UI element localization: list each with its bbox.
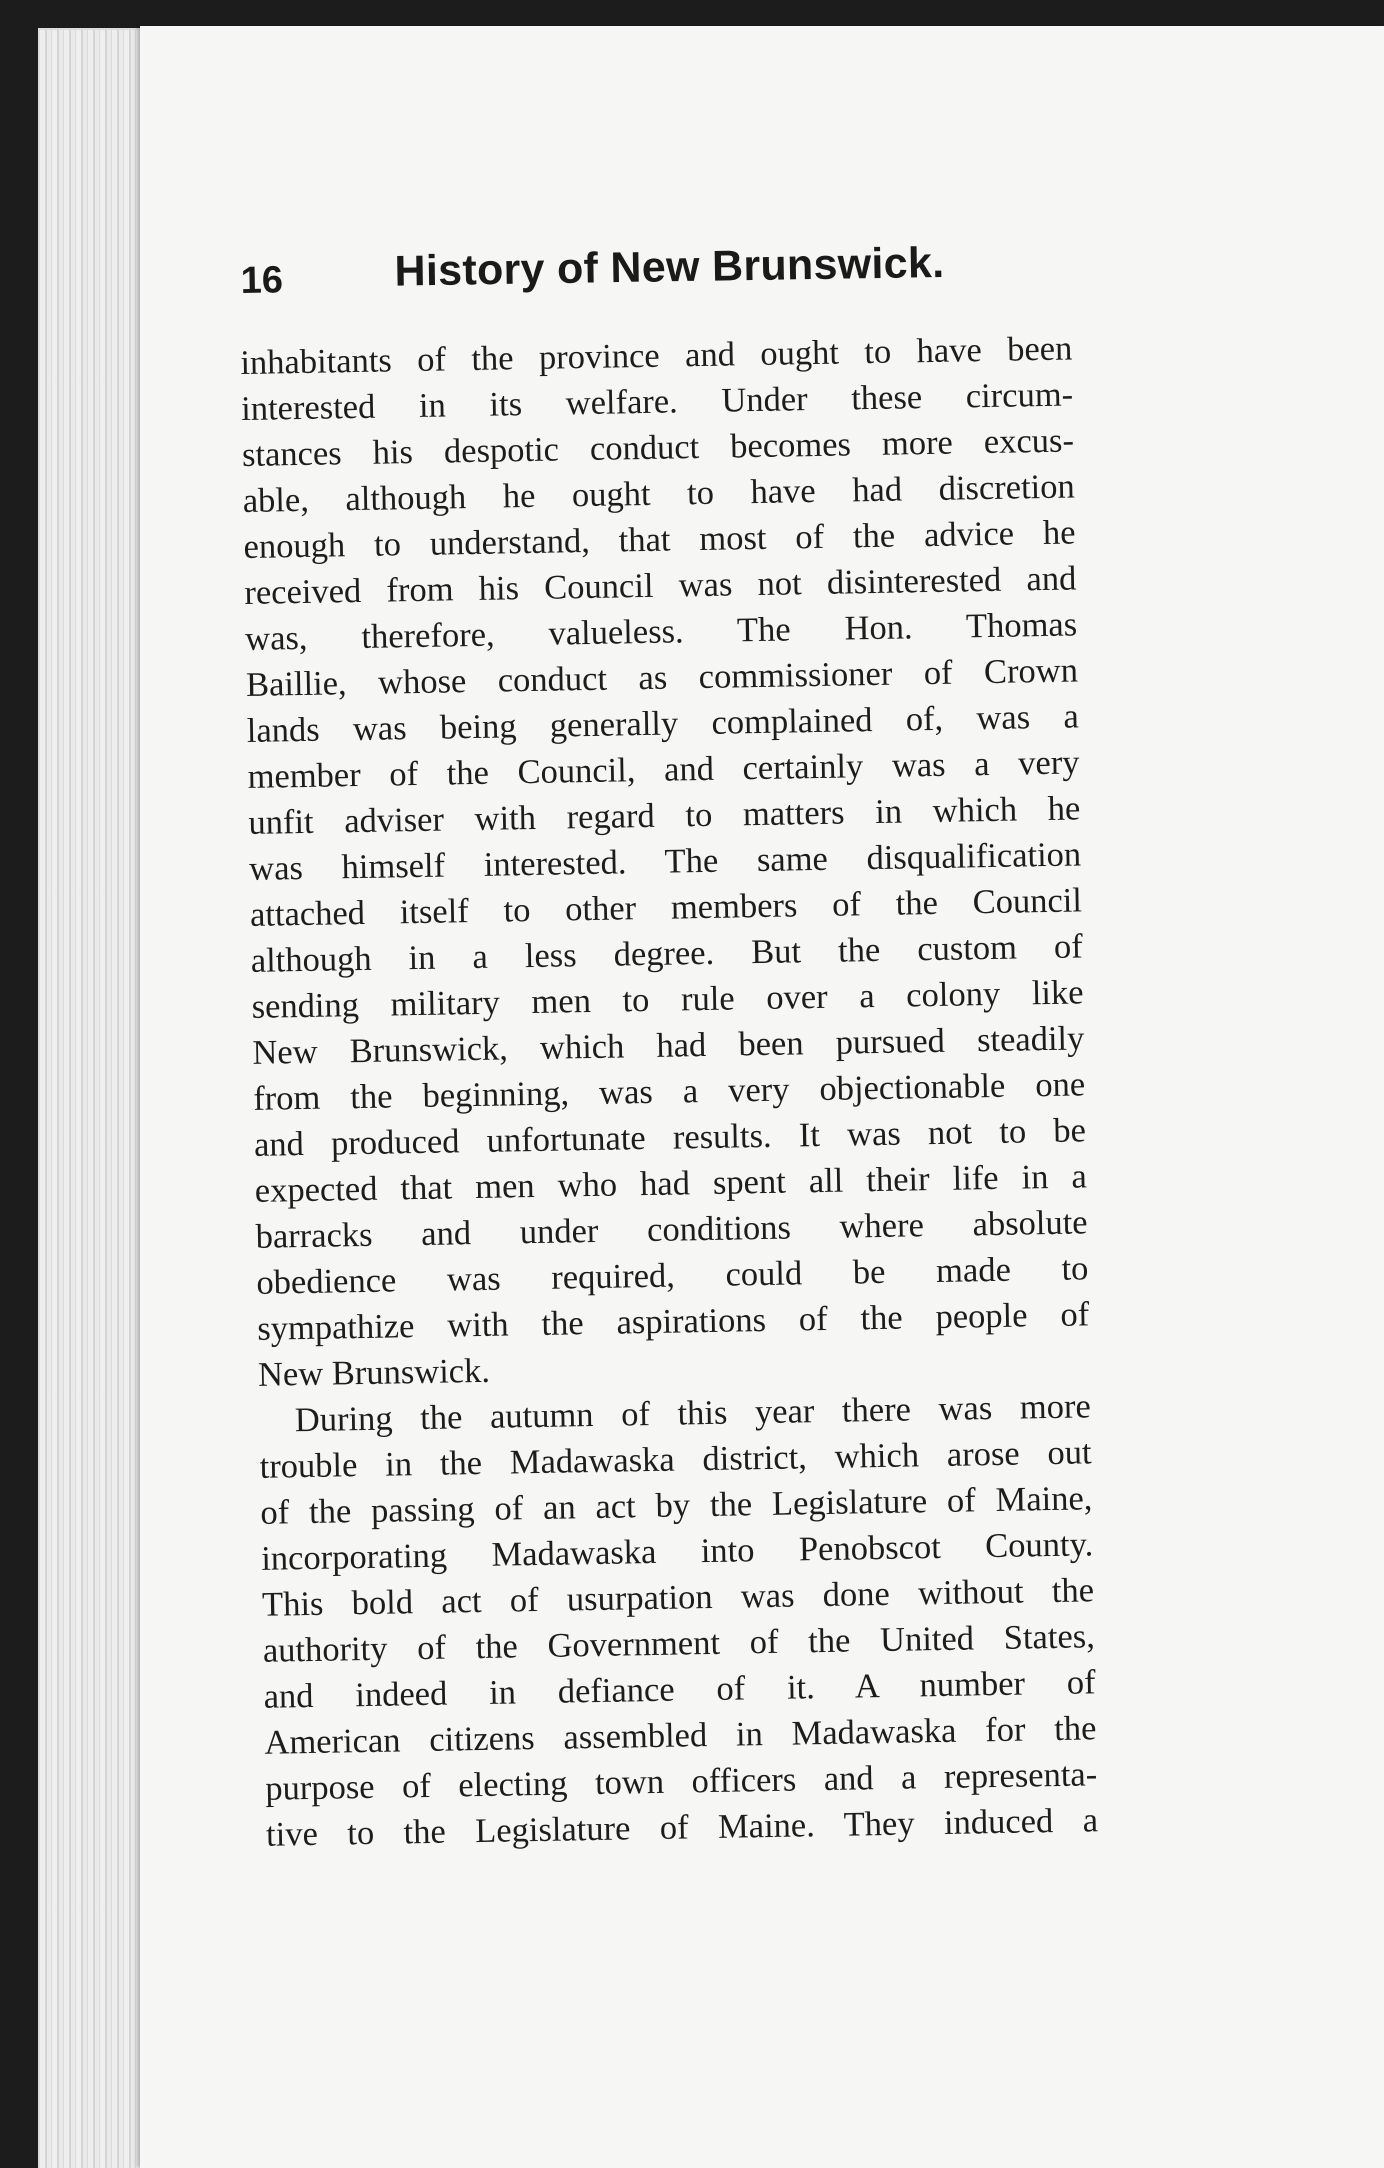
text-line: inhabitants of the province and ought to have been [240, 329, 1073, 382]
text-line: interested in its welfare. Under these circum- [240, 375, 1074, 428]
text-line: attached itself to other members of the Council [249, 881, 1083, 934]
text-line: from the beginning, was a very objectionable one [252, 1065, 1086, 1118]
text-line: although in a less degree. But the custom of [250, 927, 1084, 980]
text-line: expected that men who had spent all their life in a [254, 1157, 1088, 1210]
paragraph-1 [240, 325, 1090, 1397]
text-line: and indeed in defiance of it. A number of [263, 1663, 1096, 1716]
text-line: incorporating Madawaska into Penobscot County. [260, 1525, 1094, 1578]
text-line: and produced unfortunate results. It was not to be [253, 1111, 1087, 1164]
text-line: Baillie, whose conduct as commissioner of Crown [245, 651, 1079, 704]
text-line: received from his Council was not disinterested and [244, 559, 1077, 612]
text-line: of the passing of an act by the Legislature of Maine, [260, 1479, 1093, 1532]
text-line: tive to the Legislature of Maine. They induced a [265, 1801, 1099, 1854]
text-line: obedience was required, could be made to [256, 1249, 1089, 1302]
text-line: unfit adviser with regard to matters in which he [248, 789, 1081, 842]
page-edges [40, 30, 150, 2168]
text-line: New Brunswick, which had been pursued steadily [252, 1019, 1085, 1072]
text-line: sympathize with the aspirations of the people of [256, 1295, 1090, 1348]
page-header [240, 225, 1061, 318]
body-text [240, 325, 1098, 1857]
text-line: purpose of electing town officers and a representa- [264, 1755, 1098, 1808]
text-line: sending military men to rule over a colony like [251, 973, 1084, 1026]
paragraph-2 [258, 1383, 1098, 1857]
text-line: This bold act of usurpation was done without the [261, 1571, 1095, 1624]
text-line: able, although he ought to have had discretion [242, 467, 1076, 520]
text-line: was, therefore, valueless. The Hon. Thomas [244, 605, 1078, 658]
text-line: New Brunswick. [257, 1351, 491, 1394]
text-line: barracks and under conditions where absolute [255, 1203, 1088, 1256]
text-line: authority of the Government of the United States, [262, 1617, 1096, 1670]
text-line: was himself interested. The same disqualification [248, 835, 1082, 888]
page-number: 16 [240, 259, 284, 302]
text-line: American citizens assembled in Madawaska for the [264, 1709, 1097, 1762]
text-line: trouble in the Madawaska district, which arose out [259, 1433, 1092, 1486]
text-line: enough to understand, that most of the advice he [243, 513, 1076, 566]
running-title: History of New Brunswick. [394, 238, 945, 296]
text-line: During the autumn of this year there was more [294, 1387, 1092, 1440]
text-line: lands was being generally complained of, was a [246, 697, 1080, 750]
text-line: stances his despotic conduct becomes more excus- [241, 421, 1075, 474]
text-line: member of the Council, and certainly was a very [247, 743, 1080, 796]
